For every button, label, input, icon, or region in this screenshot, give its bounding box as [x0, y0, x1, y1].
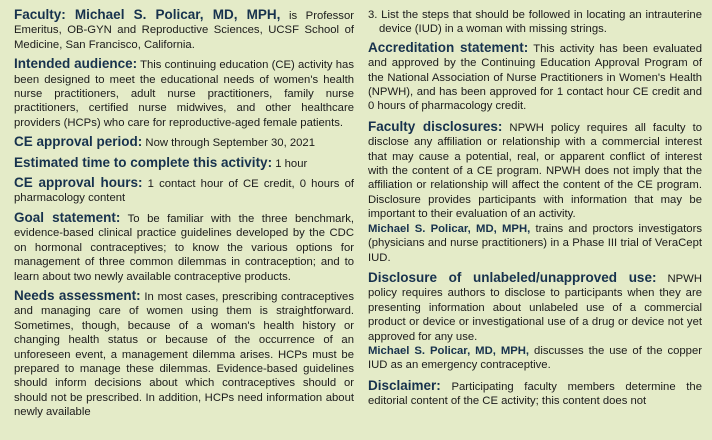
goal-paragraph	[14, 211, 354, 284]
unlabeled-use-detail-text: discusses the use of the copper IUD as an emergency contraceptive.	[368, 344, 702, 372]
disclaimer-paragraph	[368, 379, 702, 409]
approval-period-paragraph	[14, 135, 354, 150]
estimated-time-text: 1 hour	[272, 157, 308, 170]
approval-hours-heading: CE approval hours:	[14, 175, 143, 191]
faculty-disclosures-text: NPWH policy requires all faculty to disclose any affiliation or relationship with a commercial interest that may cause a potential, real, or apparent conflict of interest with the content of a CE program. NPWH does not imply that the affiliation or relationship will affect the content of the CE program. Disclosure provides participants with information that may be important to their evaluation of an activity.	[368, 121, 702, 221]
audience-heading: Intended audience:	[14, 56, 138, 72]
approval-period-text: Now through September 30, 2021	[142, 137, 315, 150]
estimated-time-paragraph	[14, 156, 354, 171]
faculty-paragraph	[14, 8, 354, 52]
disclaimer-heading: Disclaimer:	[368, 377, 441, 393]
estimated-time-heading: Estimated time to complete this activity:	[14, 154, 273, 170]
accreditation-text: This activity has been evaluated and approved by the Continuing Education Approval Program of the National Association of Nurse Practitioners in Women's Health (NPWH), and has been approved for 1 contact hour CE credit and 0 hours of pharmacology credit.	[368, 42, 702, 113]
unlabeled-use-faculty-name: Michael S. Policar, MD, MPH,	[368, 344, 530, 357]
accreditation-heading: Accreditation statement:	[368, 39, 529, 55]
left-column	[14, 0, 354, 420]
accreditation-paragraph	[368, 41, 702, 114]
faculty-heading: Faculty: Michael S. Policar, MD, MPH,	[14, 7, 281, 22]
faculty-text: is Professor Emeritus, OB-GYN and Reproductive Sciences, UCSF School of Medicine, San Francisco, California.	[14, 10, 354, 51]
faculty-name: Michael S. Policar, MD, MPH,	[368, 222, 531, 235]
audience-text: This continuing education (CE) activity has been designed to meet the educational needs of women's health nurse practitioners, adult nurse practitioners, family nurse practitioners, certified nurse midwives, and other healthcare providers (HCPs) who care for reproductive-aged female patients.	[14, 59, 354, 129]
faculty-disclosures-paragraph	[368, 120, 702, 222]
faculty-disclosures-detail	[368, 222, 702, 265]
faculty-disclosures-detail-text: trains and proctors investigators (physicians and nurse practitioners) in a Phase III trial of VeraCept IUD.	[368, 222, 702, 264]
needs-heading: Needs assessment:	[14, 287, 141, 303]
audience-paragraph	[14, 57, 354, 130]
objective-3: 3. List the steps that should be followed in locating an intrauterine device (IUD) in a woman with missing strings.	[368, 9, 702, 36]
unlabeled-use-paragraph	[368, 271, 702, 344]
unlabeled-use-detail	[368, 344, 702, 373]
approval-period-heading: CE approval period:	[14, 134, 143, 150]
needs-text: In most cases, prescribing contraceptives and managing care of women using them is straightforward. Sometimes, though, because of a woman's health history or changing health status or because of the occurrence of an unforeseen event, a management dilemma arises. HCPs must be prepared to manage these dilemmas. Evidence-based guidelines should inform decisions about which contraceptives should or should not be prescribed. In addition, HCPs need information about newly available	[14, 290, 354, 419]
faculty-disclosures-heading: Faculty disclosures:	[368, 118, 503, 134]
goal-text: To be familiar with the three benchmark, evidence-based clinical practice guidelines developed by the CDC on hormonal contraceptives; to know the various options for management of three common dilemmas in contraception; and to learn about two newly available contraceptive products.	[14, 212, 355, 283]
goal-heading: Goal statement:	[14, 209, 121, 225]
unlabeled-use-heading: Disclosure of unlabeled/unapproved use:	[368, 269, 657, 285]
disclaimer-text: Participating faculty members determine the editorial content of the CE activity; this content does not	[368, 380, 702, 408]
approval-hours-text: 1 contact hour of CE credit, 0 hours of pharmacology content	[14, 178, 354, 205]
needs-paragraph	[14, 289, 354, 420]
right-column	[368, 0, 702, 409]
approval-hours-paragraph	[14, 176, 354, 206]
unlabeled-use-text: NPWH policy requires authors to disclose to participants when they are presenting information about unlabeled use of a commercial product or device or investigational use of a drug or device not yet approved for any use.	[368, 272, 702, 343]
